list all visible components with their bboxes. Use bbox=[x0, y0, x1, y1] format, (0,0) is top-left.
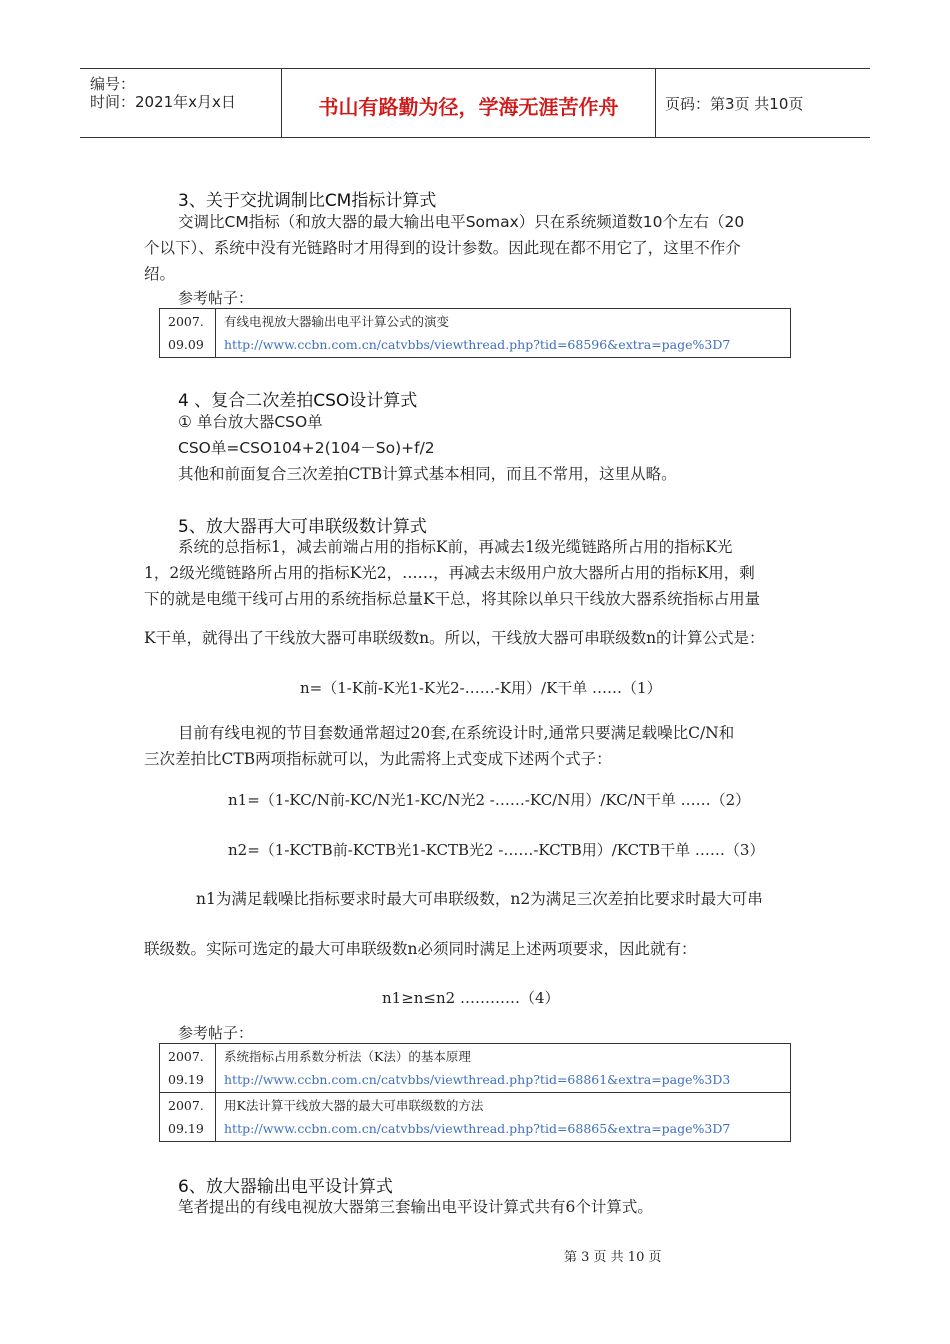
section-6-title: 6、放大器输出电平设计算式 bbox=[178, 1177, 393, 1197]
reference-table bbox=[159, 1043, 791, 1142]
ref-date: 2007. 09.19 bbox=[160, 1093, 216, 1142]
paragraph-line: ① 单台放大器CSO单 bbox=[178, 413, 323, 431]
paragraph-line: 系统的总指标1，减去前端占用的指标K前，再减去1级光缆链路所占用的指标K光 bbox=[178, 538, 733, 556]
formula-4: n1≥n≤n2 …………（4） bbox=[382, 989, 560, 1007]
ref-entry bbox=[216, 1093, 791, 1142]
paragraph-line: 联级数。实际可选定的最大可串联级数n必须同时满足上述两项要求，因此就有： bbox=[144, 940, 697, 958]
ref-date: 2007. 09.09 bbox=[160, 309, 216, 358]
section-3-title: 3、关于交扰调制比CM指标计算式 bbox=[178, 191, 437, 211]
ref-link[interactable]: http://www.ccbn.com.cn/catvbbs/viewthread.php?tid=68596&extra=page%3D7 bbox=[224, 337, 731, 352]
section-5-title: 5、放大器再大可串联级数计算式 bbox=[178, 517, 427, 537]
reference-table bbox=[159, 308, 791, 358]
paragraph-line: 目前有线电视的节目套数通常超过20套,在系统设计时,通常只要满足载噪比C/N和 bbox=[178, 724, 735, 742]
header-motto: 书山有路勤为径，学海无涯苦作舟 bbox=[318, 95, 619, 119]
page-footer: 第 3 页 共 10 页 bbox=[564, 1250, 662, 1265]
ref-title: 用K法计算干线放大器的最大可串联级数的方法 bbox=[224, 1098, 484, 1113]
paragraph-line: n1为满足载噪比指标要求时最大可串联级数，n2为满足三次差拍比要求时最大可串 bbox=[196, 890, 763, 908]
table-row bbox=[160, 309, 791, 358]
ref-title: 有线电视放大器输出电平计算公式的演变 bbox=[224, 314, 450, 329]
ref-link[interactable]: http://www.ccbn.com.cn/catvbbs/viewthread.php?tid=68865&extra=page%3D7 bbox=[224, 1121, 731, 1136]
page-label: 页码：第3页 共10页 bbox=[665, 95, 804, 113]
page-header bbox=[80, 68, 870, 138]
paragraph-line: 个以下）、系统中没有光链路时才用得到的设计参数。因此现在都不用它了，这里不作介 bbox=[144, 239, 741, 257]
paragraph-line: 1，2级光缆链路所占用的指标K光2，……，再减去末级用户放大器所占用的指标K用，剩 bbox=[144, 564, 755, 582]
formula-line: CSO单=CSO104+2(104－So)+f/2 bbox=[178, 439, 435, 457]
ref-date: 2007. 09.19 bbox=[160, 1044, 216, 1093]
ref-title: 系统指标占用系数分析法（K法）的基本原理 bbox=[224, 1049, 471, 1064]
formula-2: n1=（1-KC/N前-KC/N光1-KC/N光2 -……-KC/N用）/KC/N干单 ……（2） bbox=[228, 791, 751, 809]
ref-entry bbox=[216, 1044, 791, 1093]
time-label: 时间：2021年x月x日 bbox=[90, 93, 236, 111]
table-row bbox=[160, 1093, 791, 1142]
formula-1: n=（1-K前-K光1-K光2-……-K用）/K干单 ……（1） bbox=[300, 679, 662, 697]
number-label: 编号： bbox=[90, 75, 136, 93]
paragraph-line: 下的就是电缆干线可占用的系统指标总量K干总，将其除以单只干线放大器系统指标占用量 bbox=[144, 590, 761, 608]
paragraph-line: 三次差拍比CTB两项指标就可以，为此需将上式变成下述两个式子： bbox=[144, 750, 612, 768]
paragraph-line: 交调比CM指标（和放大器的最大输出电平Somax）只在系统频道数10个左右（20 bbox=[178, 213, 745, 231]
reference-label: 参考帖子： bbox=[178, 1024, 254, 1042]
section-4-title: 4 、复合二次差拍CSO设计算式 bbox=[178, 391, 418, 411]
ref-entry bbox=[216, 309, 791, 358]
paragraph-line: 笔者提出的有线电视放大器第三套输出电平设计算式共有6个计算式。 bbox=[178, 1198, 653, 1216]
ref-link[interactable]: http://www.ccbn.com.cn/catvbbs/viewthread.php?tid=68861&extra=page%3D3 bbox=[224, 1072, 731, 1087]
table-row bbox=[160, 1044, 791, 1093]
reference-label: 参考帖子： bbox=[178, 289, 254, 307]
formula-3: n2=（1-KCTB前-KCTB光1-KCTB光2 -……-KCTB用）/KCTB干单 ……（3） bbox=[228, 841, 765, 859]
paragraph-line: K干单，就得出了干线放大器可串联级数n。所以，干线放大器可串联级数n的计算公式是： bbox=[144, 629, 765, 647]
paragraph-line: 绍。 bbox=[144, 265, 176, 283]
header-divider bbox=[655, 69, 656, 137]
paragraph-line: 其他和前面复合三次差拍CTB计算式基本相同，而且不常用，这里从略。 bbox=[178, 465, 677, 483]
